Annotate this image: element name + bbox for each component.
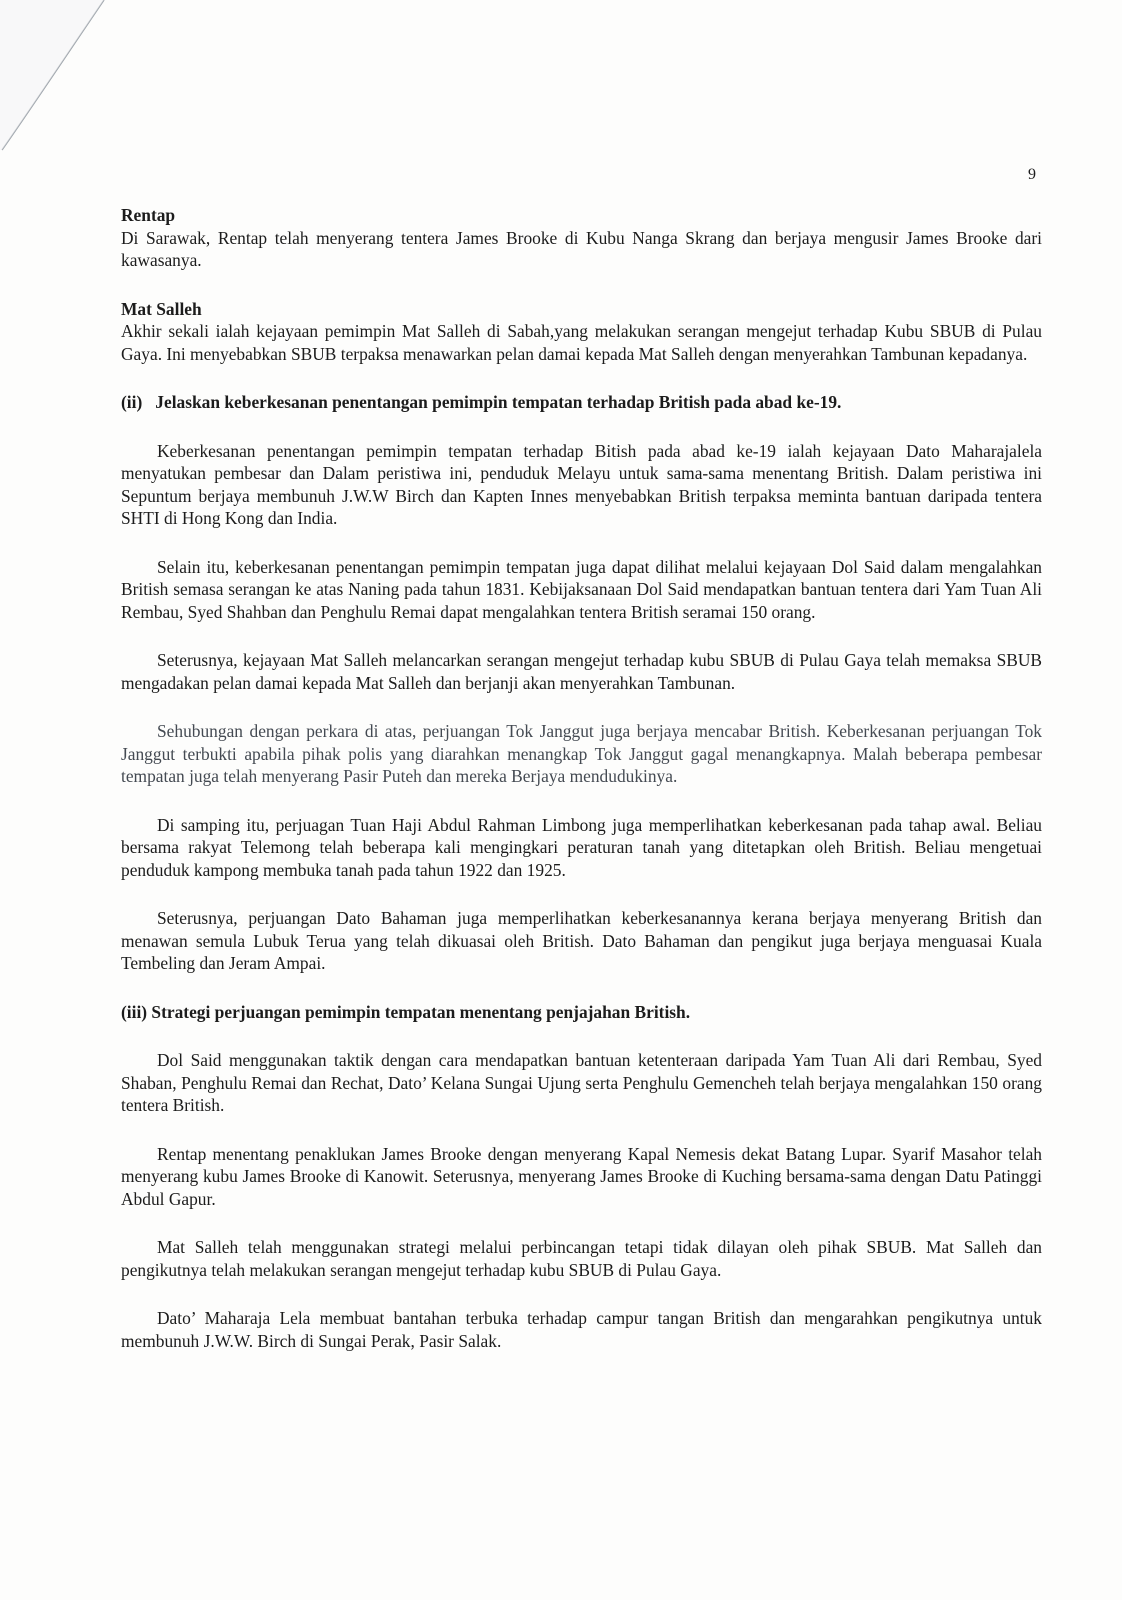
paragraph-iii-4: Dato’ Maharaja Lela membuat bantahan terbuka terhadap campur tangan British dan mengarahkan pengikutnya untuk membunuh J.W.W. Birch di Sungai Perak, Pasir Salak. [121,1308,1042,1351]
paragraph-ii-6: Seterusnya, perjuangan Dato Bahaman juga memperlihatkan keberkesanannya kerana berjaya menyerang British dan menawan semula Lubuk Terua yang telah dikuasai oleh British. Dato Bahaman dan pengikut juga berjaya menguasai Kuala Tembeling dan Jeram Ampai. [121,908,1042,973]
section-text-rentap: Di Sarawak, Rentap telah menyerang tentera James Brooke di Kubu Nanga Skrang dan berjaya mengusir James Brooke dari kawasanya. [121,227,1042,270]
paragraph-ii-1: Keberkesanan penentangan pemimpin tempatan terhadap Bitish pada abad ke-19 ialah kejayaan Dato Maharajalela menyatukan pembesar dan Dalam peristiwa ini, penduduk Melayu untuk sama-sama menentang British. Dalam peristiwa ini Sepuntum berjaya membunuh J.W.W Birch dan Kapten Innes menyebabkan British terpaksa meminta bantuan daripada tentera SHTI di Hong Kong dan India. [121,440,1042,528]
paragraph-ii-4: Sehubungan dengan perkara di atas, perjuangan Tok Janggut juga berjaya mencabar British. Keberkesanan perjuangan Tok Janggut terbukti apabila pihak polis yang diarahkan menangkap Tok Janggut gagal menangkapnya. Malah beberapa pembesar tempatan juga telah menyerang Pasir Puteh dan mereka Berjaya mendudukinya. [121,721,1042,786]
question-ii-heading: (ii) Jelaskan keberkesanan penentangan pemimpin tempatan terhadap British pada abad ke-19. [121,392,842,412]
section-text-mat-salleh: Akhir sekali ialah kejayaan pemimpin Mat Salleh di Sabah,yang melakukan serangan mengejut terhadap Kubu SBUB di Pulau Gaya. Ini menyebabkan SBUB terpaksa menawarkan pelan damai kepada Mat Salleh dengan menyerahkan Tambunan kepadanya. [121,321,1042,364]
section-mat-salleh [121,298,1042,366]
paragraph-iii-3: Mat Salleh telah menggunakan strategi melalui perbincangan tetapi tidak dilayan oleh pihak SBUB. Mat Salleh dan pengikutnya telah melakukan serangan mengejut terhadap kubu SBUB di Pulau Gaya. [121,1237,1042,1280]
paragraph-iii-1: Dol Said menggunakan taktik dengan cara mendapatkan bantuan ketenteraan daripada Yam Tuan Ali dari Rembau, Syed Shaban, Penghulu Remai dan Rechat, Dato’ Kelana Sungai Ujung serta Penghulu Gemencheh telah berjaya mengalahkan 150 orang tentera British. [121,1050,1042,1115]
section-rentap [121,204,1042,272]
document-body [121,204,1042,1378]
section-heading-mat-salleh: Mat Salleh [121,298,202,319]
page-number: 9 [1028,166,1036,183]
paragraph-ii-2: Selain itu, keberkesanan penentangan pemimpin tempatan juga dapat dilihat melalui kejayaan Dol Said dalam mengalahkan British semasa serangan ke atas Naning pada tahun 1831. Kebijaksanaan Dol Said mendapatkan bantuan tentera dari Yam Tuan Ali Rembau, Syed Shahban dan Penghulu Remai dapat mengalahkan tentera British seramai 150 orang. [121,556,1042,622]
scan-fold-mark [0,0,130,170]
section-heading-rentap: Rentap [121,205,176,225]
paragraph-ii-5: Di samping itu, perjuagan Tuan Haji Abdul Rahman Limbong juga memperlihatkan keberkesanan pada tahap awal. Beliau bersama rakyat Telemong telah beberapa kali mengingkari peraturan tanah yang ditetapkan oleh British. Beliau mengetuai penduduk kampong membuka tanah pada tahun 1922 dan 1925. [121,814,1042,880]
paragraph-iii-2: Rentap menentang penaklukan James Brooke dengan menyerang Kapal Nemesis dekat Batang Lupar. Syarif Masahor telah menyerang kubu James Brooke di Kanowit. Seterusnya, menyerang James Brooke di Kuching bersama-sama dengan Datu Patinggi Abdul Gapur. [121,1143,1042,1209]
question-iii-heading: (iii) Strategi perjuangan pemimpin tempatan menentang penjajahan British. [121,1001,691,1022]
paragraph-ii-3: Seterusnya, kejayaan Mat Salleh melancarkan serangan mengejut terhadap kubu SBUB di Pulau Gaya telah memaksa SBUB mengadakan pelan damai kepada Mat Salleh dan berjanji akan menyerahkan Tambunan. [121,650,1042,693]
